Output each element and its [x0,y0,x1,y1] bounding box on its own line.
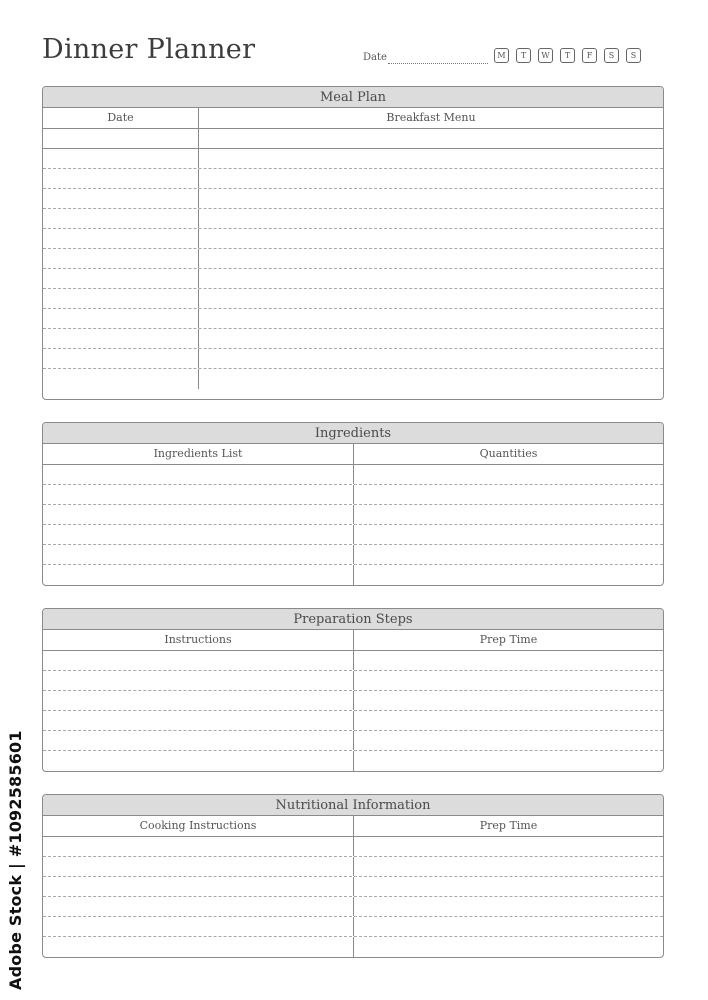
nutrition-cell-right[interactable] [354,937,663,957]
meal-plan-cell-right[interactable] [199,269,663,288]
nutrition-section [42,794,664,958]
preparation-table [43,630,663,771]
meal-plan-cell-left[interactable] [43,289,199,308]
preparation-row [43,671,663,691]
day-box-monday[interactable]: M [494,48,509,63]
meal-plan-cell-right[interactable] [199,229,663,248]
preparation-cell-right[interactable] [354,691,663,710]
column-header-breakfast-menu: Breakfast Menu [386,111,476,124]
preparation-cell-right[interactable] [354,651,663,670]
column-header-prep-time: Prep Time [479,633,538,646]
weekday-selector [494,48,641,63]
meal-plan-row [43,189,663,209]
meal-plan-cell-right[interactable] [199,149,663,168]
preparation-cell-right[interactable] [354,751,663,771]
nutrition-cell-left[interactable] [43,857,354,876]
column-header-ingredients-list: Ingredients List [43,444,354,464]
nutrition-table [43,816,663,957]
date-field[interactable] [388,63,488,64]
preparation-cell-left[interactable] [43,671,354,690]
day-box-saturday[interactable]: S [604,48,619,63]
ingredients-cell-right[interactable] [354,565,663,585]
meal-plan-cell-right[interactable] [199,289,663,308]
ingredients-cell-right[interactable] [354,465,663,484]
meal-plan-cell-left[interactable] [43,189,199,208]
nutrition-row [43,897,663,917]
meal-plan-cell-left[interactable] [43,329,199,348]
ingredients-section [42,422,664,586]
ingredients-table [43,444,663,585]
preparation-header-row [43,630,663,651]
ingredients-cell-left[interactable] [43,545,354,564]
day-box-sunday[interactable]: S [626,48,641,63]
meal-plan-row [43,269,663,289]
ingredients-cell-left[interactable] [43,485,354,504]
column-header-cooking-instructions: Cooking Instructions [43,816,354,836]
nutrition-cell-left[interactable] [43,937,354,957]
stock-watermark: Adobe Stock | #1092585601 [6,730,25,990]
nutrition-row [43,837,663,857]
ingredients-row [43,465,663,485]
meal-plan-cell-left[interactable] [43,309,199,328]
nutrition-title: Nutritional Information [43,795,663,816]
ingredients-row [43,565,663,585]
ingredients-row [43,525,663,545]
meal-plan-table [43,108,663,389]
nutrition-cell-left[interactable] [43,837,354,856]
page-title: Dinner Planner [42,34,256,65]
preparation-row [43,691,663,711]
meal-plan-row [43,289,663,309]
preparation-cell-left[interactable] [43,751,354,771]
date-label: Date [363,52,387,63]
preparation-cell-left[interactable] [43,651,354,670]
ingredients-row [43,485,663,505]
preparation-section [42,608,664,772]
meal-plan-cell-left[interactable] [43,209,199,228]
meal-plan-row [43,249,663,269]
preparation-cell-right[interactable] [354,671,663,690]
ingredients-cell-right[interactable] [354,525,663,544]
nutrition-cell-left[interactable] [43,917,354,936]
day-box-thursday[interactable]: T [560,48,575,63]
meal-plan-cell-left[interactable] [43,169,199,188]
ingredients-row [43,505,663,525]
meal-plan-cell-right[interactable] [199,169,663,188]
ingredients-cell-left[interactable] [43,565,354,585]
nutrition-cell-left[interactable] [43,897,354,916]
nutrition-cell-right[interactable] [354,917,663,936]
ingredients-cell-left[interactable] [43,525,354,544]
meal-plan-cell-right[interactable] [199,129,663,148]
meal-plan-cell-right[interactable] [199,249,663,268]
preparation-cell-left[interactable] [43,691,354,710]
meal-plan-section [42,86,664,400]
ingredients-row [43,545,663,565]
meal-plan-cell-left[interactable] [43,149,199,168]
nutrition-cell-right[interactable] [354,877,663,896]
meal-plan-cell-left[interactable] [43,369,199,389]
meal-plan-row [43,229,663,249]
meal-plan-cell-right[interactable] [199,189,663,208]
nutrition-row [43,877,663,897]
ingredients-cell-left[interactable] [43,505,354,524]
ingredients-header-row [43,444,663,465]
nutrition-row [43,937,663,957]
meal-plan-row [43,369,663,389]
meal-plan-row [43,129,663,149]
ingredients-cell-left[interactable] [43,465,354,484]
meal-plan-cell-right[interactable] [199,349,663,368]
ingredients-cell-right[interactable] [354,545,663,564]
preparation-cell-right[interactable] [354,711,663,730]
day-box-friday[interactable]: F [582,48,597,63]
nutrition-cell-left[interactable] [43,877,354,896]
nutrition-row [43,857,663,877]
preparation-row [43,731,663,751]
ingredients-title: Ingredients [43,423,663,444]
day-box-tuesday[interactable]: T [516,48,531,63]
meal-plan-cell-left[interactable] [43,269,199,288]
meal-plan-cell-right[interactable] [199,329,663,348]
nutrition-cell-right[interactable] [354,837,663,856]
nutrition-header-row [43,816,663,837]
column-header-quantities: Quantities [479,447,538,460]
meal-plan-row [43,309,663,329]
preparation-row [43,711,663,731]
meal-plan-row [43,349,663,369]
meal-plan-cell-right[interactable] [199,309,663,328]
nutrition-cell-right[interactable] [354,857,663,876]
nutrition-cell-right[interactable] [354,897,663,916]
preparation-cell-left[interactable] [43,711,354,730]
preparation-row [43,751,663,771]
meal-plan-cell-right[interactable] [199,209,663,228]
ingredients-cell-right[interactable] [354,485,663,504]
column-header-prep-time: Prep Time [479,819,538,832]
preparation-cell-right[interactable] [354,731,663,750]
preparation-cell-left[interactable] [43,731,354,750]
meal-plan-cell-left[interactable] [43,349,199,368]
meal-plan-header-row [43,108,663,129]
column-header-instructions: Instructions [43,630,354,650]
preparation-row [43,651,663,671]
nutrition-row [43,917,663,937]
meal-plan-cell-right[interactable] [199,369,663,389]
meal-plan-row [43,149,663,169]
preparation-title: Preparation Steps [43,609,663,630]
meal-plan-cell-left[interactable] [43,229,199,248]
meal-plan-cell-left[interactable] [43,129,199,148]
meal-plan-title: Meal Plan [43,87,663,108]
ingredients-cell-right[interactable] [354,505,663,524]
meal-plan-row [43,329,663,349]
meal-plan-row [43,209,663,229]
day-box-wednesday[interactable]: W [538,48,553,63]
meal-plan-row [43,169,663,189]
column-header-date: Date [43,108,199,128]
meal-plan-cell-left[interactable] [43,249,199,268]
